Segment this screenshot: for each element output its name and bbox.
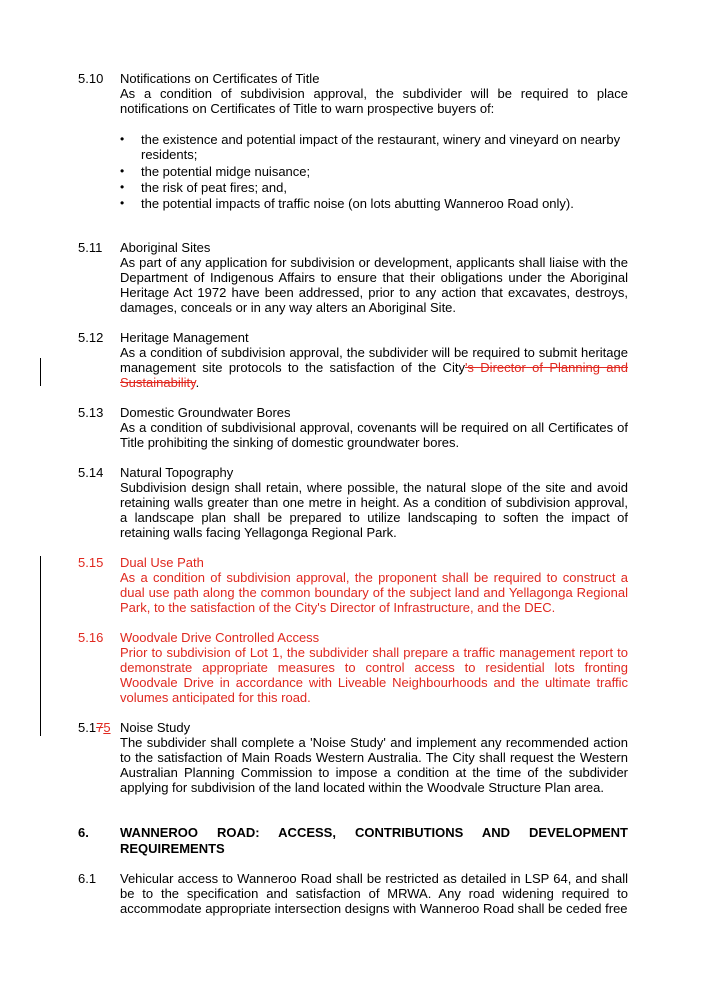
section-body: The subdivider shall complete a 'Noise Study' and implement any recommended action to the satisfaction of Main Roads Western Australia. The City shall request the Western Australian Planning Commission to impose a condition at the time of the subdivider applying for subdivision of the land located within the Woodvale Structure Plan area. xyxy=(120,735,628,795)
list-item-text: the potential impacts of traffic noise (on lots abutting Wanneroo Road only). xyxy=(141,196,574,211)
section-number: 6.1 xyxy=(78,871,97,886)
body-text: As a condition of subdivision approval, the subdivider will be required to submit heritage management site protocols to the satisfaction of the City xyxy=(120,345,628,375)
deleted-text: 's Director of Planning and Sustainability xyxy=(120,360,628,390)
bullet-icon: • xyxy=(120,180,125,194)
change-bar xyxy=(40,358,41,386)
section-body: As a condition of subdivisional approval, covenants will be required on all Certificates of Title prohibiting the sinking of domestic groundwater bores. xyxy=(120,420,628,450)
section-heading: Woodvale Drive Controlled Access xyxy=(120,630,320,645)
section-heading: Domestic Groundwater Bores xyxy=(120,405,291,420)
bullet-icon: • xyxy=(120,132,125,146)
list-item-text: the risk of peat fires; and, xyxy=(141,180,287,195)
deleted-number: 7 xyxy=(96,720,104,735)
section-heading: Dual Use Path xyxy=(120,555,204,570)
inserted-number: 5 xyxy=(103,720,111,735)
section-body: As a condition of subdivision approval, the subdivider will be required to place notifications on Certificates of Title to warn prospective buyers of: xyxy=(120,86,628,116)
section-body: As a condition of subdivision approval, the proponent shall be required to construct a dual use path along the common boundary of the subject land and Yellagonga Regional Park, to the satisfaction of the City's Director of Infrastructure, and the DEC. xyxy=(120,570,628,615)
section-heading: Notifications on Certificates of Title xyxy=(120,71,320,86)
section-number: 5.10 xyxy=(78,71,104,86)
section-number: 6. xyxy=(78,825,89,840)
section-heading: Heritage Management xyxy=(120,330,249,345)
section-body: Prior to subdivision of Lot 1, the subdivider shall prepare a traffic management report to demonstrate appropriate measures to control access to residential lots fronting Woodvale Drive in accordance with Liveable Neighbourhoods and the ultimate traffic volumes anticipated for this road. xyxy=(120,645,628,705)
section-body: Vehicular access to Wanneroo Road shall be restricted as detailed in LSP 64, and shall be to the specification and satisfaction of MRWA. Any road widening required to accommodate appropriate intersection designs with Wanneroo Road shall be ceded free xyxy=(120,871,628,916)
list-item-text: the potential midge nuisance; xyxy=(141,164,311,179)
section-number: 5.16 xyxy=(78,630,104,645)
body-text-end: . xyxy=(195,375,200,390)
section-number: 5.11 xyxy=(78,240,103,255)
section-heading: Natural Topography xyxy=(120,465,234,480)
list-item-text: the existence and potential impact of the restaurant, winery and vineyard on nearby residents; xyxy=(141,132,621,162)
change-bar xyxy=(40,556,41,736)
section-number: 5.13 xyxy=(78,405,104,420)
section-heading: WANNEROO ROAD: ACCESS, CONTRIBUTIONS AND DEVELOPMENT REQUIREMENTS xyxy=(120,825,628,856)
section-heading: Aboriginal Sites xyxy=(120,240,211,255)
section-number: 5.14 xyxy=(78,465,104,480)
bullet-icon: • xyxy=(120,196,125,210)
section-number xyxy=(78,720,111,735)
section-body: As part of any application for subdivision or development, applicants shall liaise with the Department of Indigenous Affairs to ensure that their obligations under the Aboriginal Heritage Act 1972 have been addressed, prior to any action that excavates, destroys, damages, conceals or in any way alters an Aboriginal Site. xyxy=(120,255,628,315)
bullet-icon: • xyxy=(120,164,125,178)
section-number: 5.12 xyxy=(78,330,104,345)
section-body: Subdivision design shall retain, where possible, the natural slope of the site and avoid retaining walls greater than one metre in height. As a condition of subdivision approval, a landscape plan shall be prepared to utilize landscaping to soften the impact of retaining walls facing Yellagonga Regional Park. xyxy=(120,480,628,540)
section-number: 5.15 xyxy=(78,555,104,570)
section-body xyxy=(120,345,628,390)
number-prefix: 5.1 xyxy=(78,720,97,735)
section-heading: Noise Study xyxy=(120,720,191,735)
